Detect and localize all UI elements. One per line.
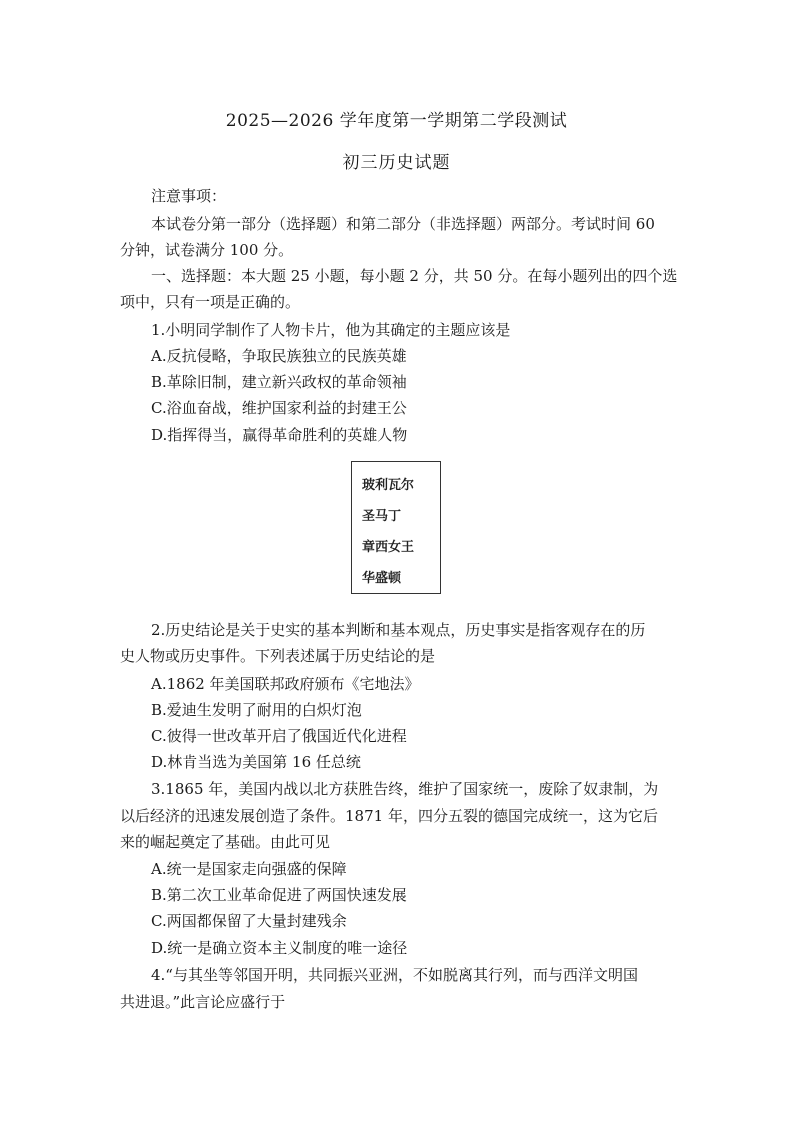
question-stem: 2.历史结论是关于史实的基本判断和基本观点，历史事实是指客观存在的历 bbox=[151, 621, 646, 639]
question-stem: 4.“与其坐等邻国开明，共同振兴亚洲，不如脱离其行列，而与西洋文明国 bbox=[151, 966, 638, 984]
person-card bbox=[351, 461, 441, 594]
section-instruction: 一、选择题：本大题 25 小题，每小题 2 分，共 50 分。在每小题列出的四个选 bbox=[151, 267, 678, 285]
exam-subtitle: 初三历史试题 bbox=[342, 153, 451, 173]
card-item: 章西女王 bbox=[362, 540, 415, 555]
section-instruction: 项中，只有一项是正确的。 bbox=[120, 293, 301, 311]
question-stem: 1.小明同学制作了人物卡片，他为其确定的主题应该是 bbox=[151, 321, 511, 339]
option-c: C.彼得一世改革开启了俄国近代化进程 bbox=[151, 727, 407, 745]
option-c: C.浴血奋战，维护国家利益的封建王公 bbox=[151, 399, 407, 417]
option-a: A.1862 年美国联邦政府颁布《宅地法》 bbox=[151, 675, 420, 693]
notice-line: 分钟，试卷满分 100 分。 bbox=[120, 241, 294, 259]
option-b: B.革除旧制，建立新兴政权的革命领袖 bbox=[151, 373, 407, 391]
notice-heading: 注意事项： bbox=[151, 187, 227, 205]
exam-title: 2025—2026 学年度第一学期第二学段测试 bbox=[225, 111, 568, 131]
notice-line: 本试卷分第一部分（选择题）和第二部分（非选择题）两部分。考试时间 60 bbox=[151, 215, 655, 233]
option-a: A.反抗侵略，争取民族独立的民族英雄 bbox=[151, 347, 407, 365]
card-item: 圣马丁 bbox=[362, 509, 402, 524]
question-stem: 来的崛起奠定了基础。由此可见 bbox=[120, 833, 331, 851]
card-item: 华盛顿 bbox=[362, 571, 402, 586]
question-stem: 共进退。”此言论应盛行于 bbox=[120, 993, 286, 1011]
option-d: D.指挥得当，赢得革命胜利的英雄人物 bbox=[151, 426, 408, 444]
option-d: D.林肯当选为美国第 16 任总统 bbox=[151, 753, 361, 771]
option-b: B.第二次工业革命促进了两国快速发展 bbox=[151, 886, 407, 904]
option-b: B.爱迪生发明了耐用的白炽灯泡 bbox=[151, 701, 362, 719]
question-stem: 3.1865 年，美国内战以北方获胜告终，维护了国家统一，废除了奴隶制，为 bbox=[151, 780, 659, 798]
option-c: C.两国都保留了大量封建残余 bbox=[151, 912, 347, 930]
question-stem: 史人物或历史事件。下列表述属于历史结论的是 bbox=[120, 647, 436, 665]
card-item: 玻利瓦尔 bbox=[362, 478, 415, 493]
option-a: A.统一是国家走向强盛的保障 bbox=[151, 860, 347, 878]
option-d: D.统一是确立资本主义制度的唯一途径 bbox=[151, 939, 408, 957]
question-stem: 以后经济的迅速发展创造了条件。1871 年，四分五裂的德国完成统一，这为它后 bbox=[120, 807, 658, 825]
